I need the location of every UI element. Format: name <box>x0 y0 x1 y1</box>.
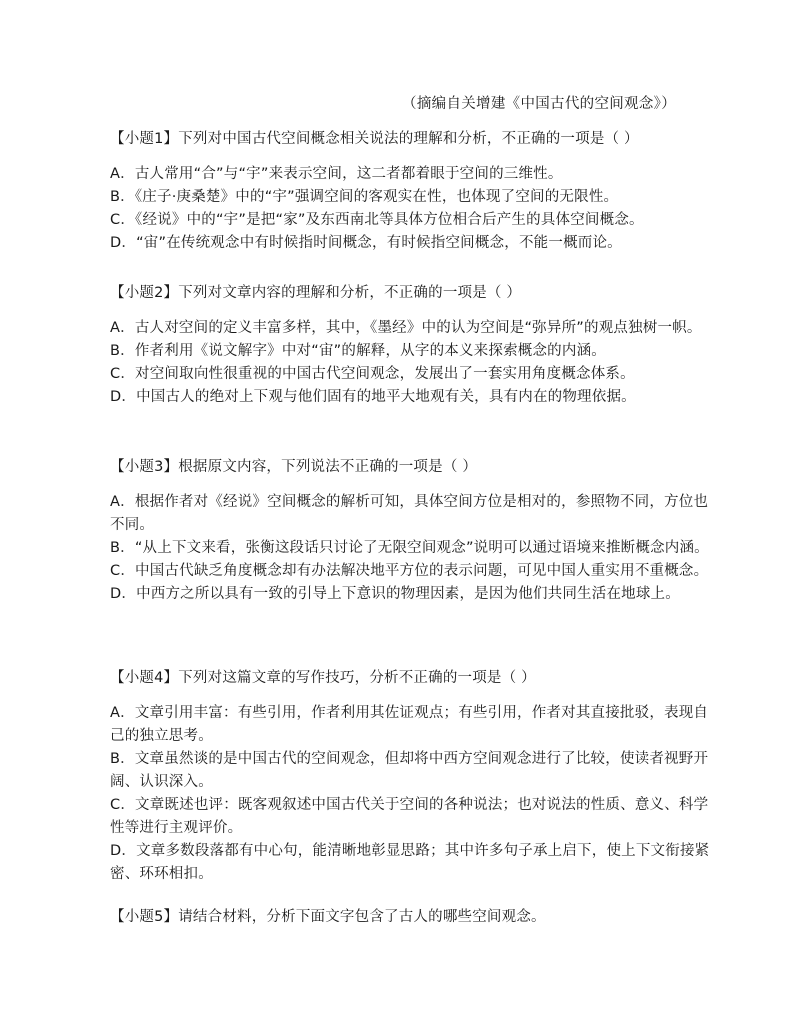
option-b: B．作者利用《说文解字》中对“宙”的解释，从字的本义来探索概念的内涵。 <box>110 343 606 359</box>
question-title: 【小题4】下列对这篇文章的写作技巧，分析不正确的一项是（ ） <box>110 670 536 686</box>
option-a: A．文章引用丰富：有些引用，作者利用其佐证观点；有些引用，作者对其直接批驳，表现自己的独立思考。 <box>110 705 709 744</box>
question-title: 【小题3】根据原文内容，下列说法不正确的一项是（ ） <box>110 459 478 475</box>
option-d: D．中西方之所以具有一致的引导上下意识的物理因素，是因为他们共同生活在地球上。 <box>110 586 680 602</box>
option-b: B．“从上下文来看，张衡这段话只讨论了无限空间观念”说明可以通过语境来推断概念内涵。 <box>110 540 709 556</box>
option-c: C．中国古代缺乏角度概念却有办法解决地平方位的表示问题，可见中国人重实用不重概念。 <box>110 563 709 579</box>
option-d: D．文章多数段落都有中心句，能清晰地彰显思路；其中许多句子承上启下，使上下文衔接紧密、环环相扣。 <box>110 843 710 882</box>
question-title: 【小题2】下列对文章内容的理解和分析，不正确的一项是（ ） <box>110 285 522 301</box>
question-title: 【小题5】请结合材料，分析下面文字包含了古人的哪些空间观念。 <box>110 909 546 925</box>
option-b: B．《庄子·庚桑楚》中的“宇”强调空间的客观实在性，也体现了空间的无限性。 <box>110 189 619 205</box>
question-1 <box>110 128 710 255</box>
option-d: D．“宙”在传统观念中有时候指时间概念，有时候指空间概念，不能一概而论。 <box>110 235 622 251</box>
question-4 <box>110 667 710 886</box>
option-b: B．文章虽然谈的是中国古代的空间观念，但却将中西方空间观念进行了比较，使读者视野开阔、认识深入。 <box>110 751 709 790</box>
question-3 <box>110 456 710 606</box>
question-5 <box>110 906 710 941</box>
option-c: C．《经说》中的“宇”是把“家”及东西南北等具体方位相合后产生的具体空间概念。 <box>110 212 644 228</box>
question-2 <box>110 282 710 409</box>
option-d: D．中国古人的绝对上下观与他们固有的地平大地观有关，具有内在的物理依据。 <box>110 389 636 405</box>
source-note: （摘编自关增建《中国古代的空间观念》） <box>402 96 676 112</box>
question-title: 【小题1】下列对中国古代空间概念相关说法的理解和分析，不正确的一项是（ ） <box>110 131 639 147</box>
option-c: C．对空间取向性很重视的中国古代空间观念，发展出了一套实用角度概念体系。 <box>110 366 635 382</box>
option-a: A．古人常用“合”与“宇”来表示空间，这二者都着眼于空间的三维性。 <box>110 166 563 182</box>
option-a: A．古人对空间的定义丰富多样，其中，《墨经》中的认为空间是“弥异所”的观点独树一帜。 <box>110 320 702 336</box>
option-c: C．文章既述也评：既客观叙述中国古代关于空间的各种说法；也对说法的性质、意义、科学性等进行主观评价。 <box>110 797 709 836</box>
option-a: A．根据作者对《经说》空间概念的解析可知，具体空间方位是相对的，参照物不同，方位也不同。 <box>110 494 709 533</box>
